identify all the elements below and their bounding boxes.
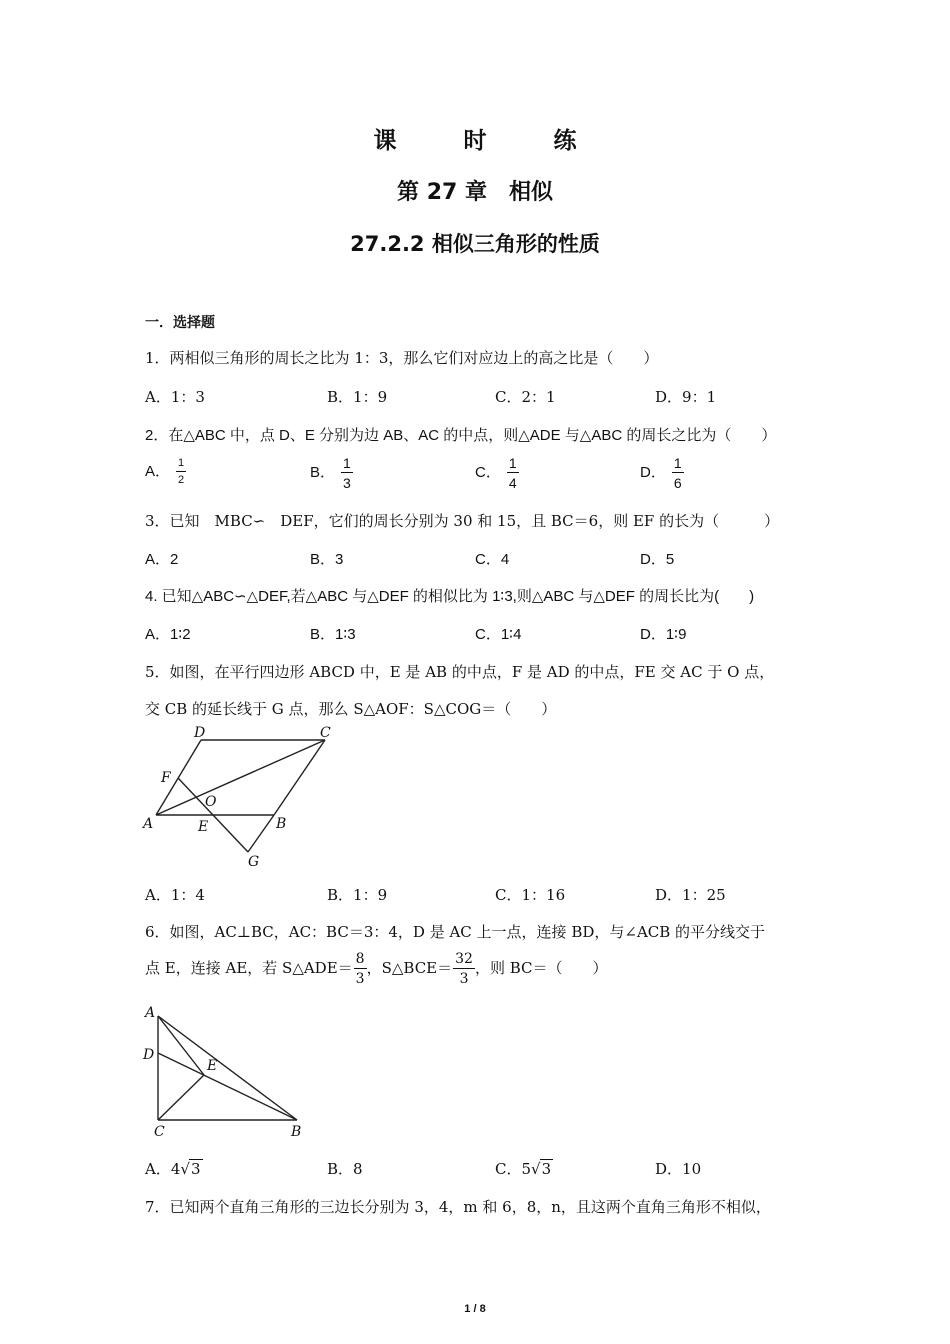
fraction-denominator: 3 [459, 971, 469, 987]
fraction-numerator: 1 [176, 458, 186, 472]
q3-option-b: B．3 [310, 551, 344, 568]
q6-option-a-label: A．4 [145, 1160, 181, 1178]
q2-option-c [475, 456, 519, 490]
q1-option-a: A．1：3 [145, 388, 205, 406]
q6-option-b: B．8 [327, 1160, 363, 1178]
label-D: D [194, 725, 206, 741]
q2-option-c-fraction [507, 456, 519, 490]
q6-area-bce-fraction [453, 952, 475, 986]
q5-option-d: D．1：25 [655, 886, 726, 904]
q6-option-d: D．10 [655, 1160, 702, 1178]
q5-option-b: B．1：9 [327, 886, 388, 904]
q1-option-c: C．2：1 [495, 388, 556, 406]
label-O: O [205, 794, 217, 810]
page-number: 1 / 8 [464, 1303, 486, 1315]
question-3-stem: 3．已知 MBC∽ DEF，它们的周长分别为 30 和 15，且 BC＝6，则 EF 的长为（ ） [145, 512, 780, 530]
segment-DB [158, 1053, 297, 1120]
question-4-stem: 4. 已知△ABC∽△DEF,若△ABC 与△DEF 的相似比为 1∶3,则△ABC 与△DEF 的周长比为( ) [145, 588, 755, 605]
sqrt-icon: √ [531, 1160, 541, 1178]
q3-option-a: A．2 [145, 551, 179, 568]
label-C: C [154, 1124, 165, 1140]
q6-area-ade-fraction [354, 952, 367, 986]
q2-option-b [310, 456, 353, 490]
sqrt-icon: √ [180, 1160, 190, 1178]
q2-option-b-label: B． [310, 463, 336, 481]
q4-option-d: D．1∶9 [640, 626, 687, 643]
question-7-stem: 7．已知两个直角三角形的三边长分别为 3，4，m 和 6，8，n，且这两个直角三角形不相似， [145, 1198, 771, 1216]
q2-option-c-label: C． [475, 463, 501, 481]
label-G: G [248, 854, 260, 870]
fraction-numerator: 1 [343, 455, 351, 471]
fraction-numerator: 8 [355, 951, 365, 967]
question-6-stem-line2 [145, 952, 608, 986]
q6-option-c-label: C．5 [495, 1160, 532, 1178]
q6-stem-part-a: 点 E，连接 AE，若 S△ADE＝ [145, 959, 353, 977]
page-title: 课 时 练 [373, 128, 599, 154]
question-2-stem: 2．在△ABC 中，点 D、E 分别为边 AB、AC 的中点，则△ADE 与△ABC 的周长之比为（ ） [145, 427, 777, 444]
fraction-denominator: 6 [673, 475, 682, 491]
fraction-numerator: 32 [455, 951, 473, 967]
q2-option-d-label: D． [640, 463, 666, 481]
label-D: D [143, 1047, 155, 1063]
sqrt-radicand: 3 [541, 1160, 552, 1178]
question-6-stem-line1: 6．如图，AC⊥BC，AC：BC＝3：4，D 是 AC 上一点，连接 BD，与∠ACB 的平分线交于 [145, 923, 766, 941]
label-B: B [276, 816, 287, 832]
segment-CE [158, 1075, 204, 1120]
q2-option-b-fraction [341, 456, 353, 490]
fraction-denominator: 3 [343, 475, 351, 491]
segment-AB [158, 1016, 297, 1120]
q6-right-triangle-figure [140, 1003, 320, 1143]
q1-option-b: B．1：9 [327, 388, 388, 406]
sqrt-radicand: 3 [190, 1160, 201, 1178]
section-title: 27.2.2 相似三角形的性质 [350, 232, 600, 256]
q3-option-d: D．5 [640, 551, 675, 568]
q2-option-a-fraction [176, 458, 186, 486]
q5-option-c: C．1：16 [495, 886, 566, 904]
q2-option-d-fraction [672, 456, 684, 490]
q5-option-a: A．1：4 [145, 886, 205, 904]
label-A: A [143, 816, 154, 832]
section-heading: 一．选择题 [145, 315, 215, 331]
q4-option-b: B．1∶3 [310, 626, 356, 643]
q3-option-c: C．4 [475, 551, 510, 568]
segment-BG [248, 815, 274, 852]
q6-stem-part-b: ，S△BCE＝ [366, 959, 453, 977]
chapter-title: 第 27 章 相似 [397, 180, 553, 205]
question-5-stem-line2: 交 CB 的延长线于 G 点，那么 S△AOF：S△COG＝（ ） [145, 700, 557, 718]
label-B: B [291, 1124, 302, 1140]
fraction-denominator: 3 [355, 971, 365, 987]
label-C: C [320, 725, 331, 741]
q2-option-a-label: A． [145, 462, 171, 480]
label-E: E [198, 819, 209, 835]
label-A: A [145, 1005, 156, 1021]
q2-option-a [145, 458, 186, 486]
q6-option-a [145, 1158, 203, 1179]
q4-option-c: C．1∶4 [475, 626, 522, 643]
label-F: F [161, 770, 171, 786]
fraction-denominator: 4 [508, 475, 517, 491]
fraction-numerator: 1 [673, 455, 682, 471]
q4-option-a: A．1∶2 [145, 626, 191, 643]
label-E: E [207, 1058, 218, 1074]
question-5-stem-line1: 5．如图，在平行四边形 ABCD 中，E 是 AB 的中点，F 是 AD 的中点，FE 交 AC 于 O 点， [145, 663, 775, 681]
q2-option-d [640, 456, 684, 490]
q6-stem-part-c: ，则 BC＝（ ） [474, 959, 608, 977]
fraction-denominator: 2 [178, 474, 185, 486]
q6-option-c [495, 1158, 553, 1179]
fraction-numerator: 1 [508, 455, 517, 471]
q5-parallelogram-figure [140, 720, 340, 870]
q1-option-d: D．9：1 [655, 388, 717, 406]
question-1-stem: 1．两相似三角形的周长之比为 1：3，那么它们对应边上的高之比是（ ） [145, 349, 659, 367]
